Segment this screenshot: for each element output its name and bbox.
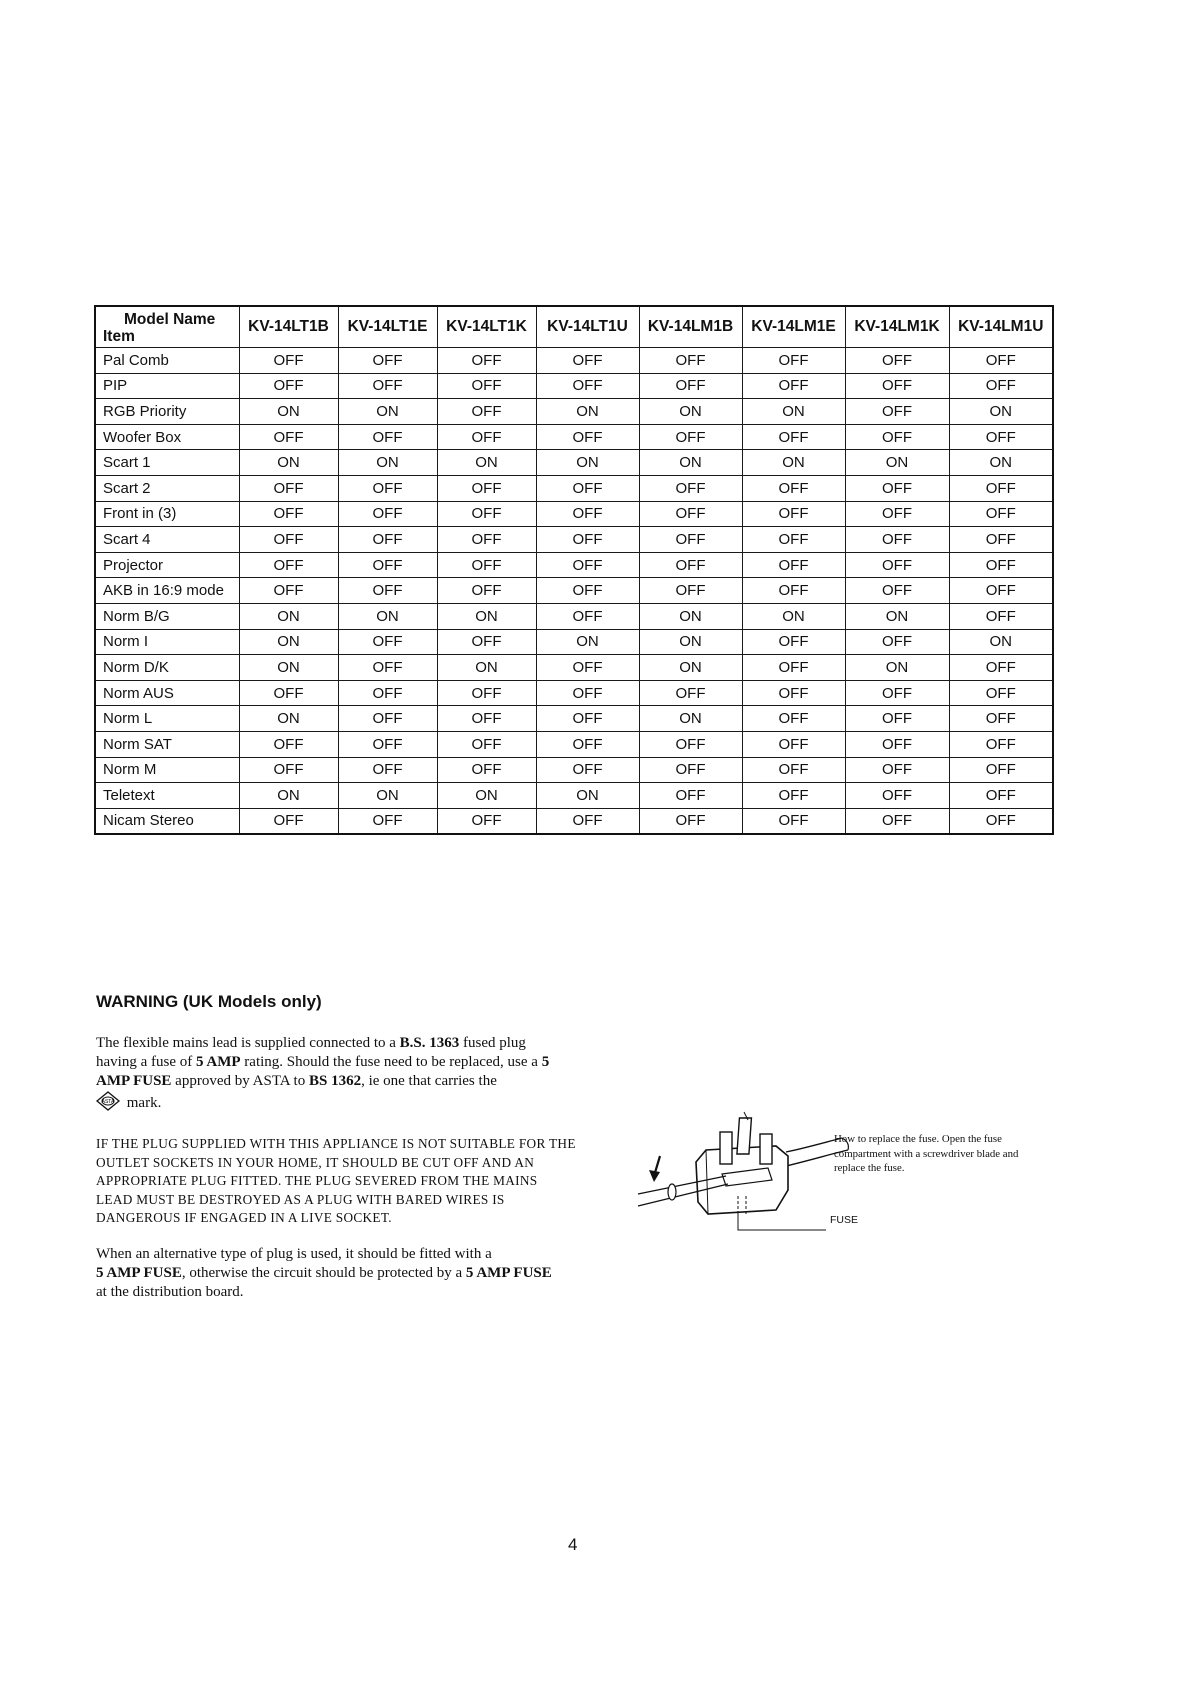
setting-value-cell: OFF: [239, 424, 338, 450]
row-item-label: Nicam Stereo: [95, 808, 239, 834]
setting-value-cell: OFF: [639, 680, 742, 706]
setting-value-cell: OFF: [639, 808, 742, 834]
setting-value-cell: OFF: [845, 706, 949, 732]
text: rating. Should the fuse need to be replaced, use a: [240, 1054, 542, 1070]
model-header: KV-14LT1B: [239, 306, 338, 348]
setting-value-cell: OFF: [239, 552, 338, 578]
setting-value-cell: OFF: [338, 424, 437, 450]
setting-value-cell: ON: [536, 629, 639, 655]
setting-value-cell: OFF: [742, 348, 845, 374]
setting-value-cell: OFF: [437, 399, 536, 425]
setting-value-cell: OFF: [239, 578, 338, 604]
table-row: [95, 475, 1053, 501]
setting-value-cell: OFF: [742, 783, 845, 809]
setting-value-cell: OFF: [845, 757, 949, 783]
figure-caption: How to replace the fuse. Open the fuse compartment with a screwdriver blade and replace the fuse.: [834, 1133, 1019, 1174]
row-item-label: Norm AUS: [95, 680, 239, 706]
row-item-label: Norm L: [95, 706, 239, 732]
setting-value-cell: OFF: [639, 475, 742, 501]
table-body: [95, 348, 1053, 835]
text: fused plug having a fuse of: [96, 1035, 526, 1070]
setting-value-cell: OFF: [437, 680, 536, 706]
setting-value-cell: OFF: [338, 373, 437, 399]
row-item-label: Teletext: [95, 783, 239, 809]
table-row: [95, 783, 1053, 809]
setting-value-cell: OFF: [949, 501, 1053, 527]
table-row: [95, 731, 1053, 757]
setting-value-cell: ON: [239, 783, 338, 809]
setting-value-cell: OFF: [437, 578, 536, 604]
setting-value-cell: OFF: [536, 655, 639, 681]
setting-value-cell: OFF: [949, 475, 1053, 501]
warning-title: WARNING (UK Models only): [96, 992, 322, 1011]
model-header: KV-14LM1B: [639, 306, 742, 348]
fuse-paragraph: [96, 1034, 566, 1117]
table-row: [95, 629, 1053, 655]
setting-value-cell: OFF: [742, 475, 845, 501]
setting-value-cell: ON: [949, 629, 1053, 655]
setting-value-cell: OFF: [845, 424, 949, 450]
setting-value-cell: OFF: [845, 552, 949, 578]
setting-value-cell: OFF: [742, 731, 845, 757]
setting-value-cell: OFF: [742, 552, 845, 578]
setting-value-cell: OFF: [338, 348, 437, 374]
row-item-label: Norm SAT: [95, 731, 239, 757]
setting-value-cell: OFF: [437, 757, 536, 783]
setting-value-cell: OFF: [536, 475, 639, 501]
setting-value-cell: OFF: [949, 655, 1053, 681]
fuse-label: FUSE: [830, 1214, 859, 1226]
plug-warning-paragraph: IF THE PLUG SUPPLIED WITH THIS APPLIANCE IS NOT SUITABLE FOR THE OUTLET SOCKETS IN YOUR HOME, IT SHOULD BE CUT OFF AND AN APPROPRIATE PLUG FITTED. THE PLUG SEVERED FROM THE MAINS LEAD MUST BE DESTROYED AS A PLUG WITH BARED WIRES IS DANGEROUS IF ENGAGED IN A LIVE SOCKET.: [96, 1136, 576, 1225]
text: approved by ASTA to: [171, 1073, 309, 1089]
setting-value-cell: OFF: [239, 680, 338, 706]
setting-value-cell: ON: [639, 629, 742, 655]
row-item-label: Norm I: [95, 629, 239, 655]
setting-value-cell: OFF: [949, 373, 1053, 399]
setting-value-cell: OFF: [845, 348, 949, 374]
setting-value-cell: ON: [845, 655, 949, 681]
setting-value-cell: OFF: [536, 578, 639, 604]
setting-value-cell: OFF: [536, 808, 639, 834]
setting-value-cell: OFF: [239, 373, 338, 399]
setting-value-cell: ON: [239, 399, 338, 425]
setting-value-cell: OFF: [845, 475, 949, 501]
model-header: KV-14LT1E: [338, 306, 437, 348]
row-item-label: RGB Priority: [95, 399, 239, 425]
setting-value-cell: OFF: [437, 731, 536, 757]
table-row: [95, 527, 1053, 553]
setting-value-cell: OFF: [742, 629, 845, 655]
model-settings-table: [94, 305, 1054, 835]
model-header: KV-14LT1K: [437, 306, 536, 348]
row-item-label: AKB in 16:9 mode: [95, 578, 239, 604]
setting-value-cell: ON: [536, 450, 639, 476]
setting-value-cell: ON: [949, 399, 1053, 425]
setting-value-cell: OFF: [845, 731, 949, 757]
setting-value-cell: ON: [845, 450, 949, 476]
setting-value-cell: OFF: [949, 783, 1053, 809]
setting-value-cell: OFF: [949, 757, 1053, 783]
setting-value-cell: ON: [536, 783, 639, 809]
setting-value-cell: OFF: [239, 808, 338, 834]
setting-value-cell: OFF: [239, 757, 338, 783]
setting-value-cell: OFF: [338, 552, 437, 578]
table-header-row: [95, 306, 1053, 348]
setting-value-cell: ON: [437, 783, 536, 809]
row-item-label: Woofer Box: [95, 424, 239, 450]
fuse-type: 5 AMP FUSE: [96, 1265, 182, 1281]
setting-value-cell: ON: [338, 450, 437, 476]
setting-value-cell: OFF: [742, 655, 845, 681]
setting-value-cell: OFF: [742, 757, 845, 783]
setting-value-cell: ON: [239, 706, 338, 732]
table-row: [95, 399, 1053, 425]
setting-value-cell: ON: [338, 603, 437, 629]
table-row: [95, 501, 1053, 527]
setting-value-cell: OFF: [338, 629, 437, 655]
setting-value-cell: OFF: [338, 808, 437, 834]
model-header: KV-14LM1E: [742, 306, 845, 348]
table-row: [95, 348, 1053, 374]
setting-value-cell: OFF: [639, 348, 742, 374]
setting-value-cell: ON: [639, 603, 742, 629]
asta-logo-text: ASTA: [101, 1099, 115, 1106]
setting-value-cell: OFF: [639, 373, 742, 399]
setting-value-cell: ON: [639, 399, 742, 425]
row-item-label: Projector: [95, 552, 239, 578]
row-item-label: Norm M: [95, 757, 239, 783]
setting-value-cell: OFF: [639, 424, 742, 450]
setting-value-cell: OFF: [845, 629, 949, 655]
setting-value-cell: OFF: [536, 424, 639, 450]
model-header: KV-14LM1K: [845, 306, 949, 348]
setting-value-cell: OFF: [639, 578, 742, 604]
setting-value-cell: OFF: [949, 680, 1053, 706]
setting-value-cell: ON: [845, 603, 949, 629]
setting-value-cell: OFF: [437, 552, 536, 578]
row-item-label: Scart 2: [95, 475, 239, 501]
setting-value-cell: OFF: [338, 501, 437, 527]
setting-value-cell: OFF: [742, 527, 845, 553]
setting-value-cell: ON: [639, 450, 742, 476]
setting-value-cell: OFF: [742, 501, 845, 527]
row-item-label: Norm B/G: [95, 603, 239, 629]
setting-value-cell: OFF: [338, 731, 437, 757]
setting-value-cell: OFF: [239, 475, 338, 501]
setting-value-cell: ON: [239, 629, 338, 655]
header-item: Item: [103, 328, 135, 345]
table-row: [95, 706, 1053, 732]
setting-value-cell: ON: [239, 450, 338, 476]
setting-value-cell: OFF: [845, 578, 949, 604]
text: , ie one that carries the: [361, 1073, 497, 1089]
row-item-label: PIP: [95, 373, 239, 399]
setting-value-cell: OFF: [239, 527, 338, 553]
asta-mark-icon: [96, 1091, 120, 1117]
setting-value-cell: ON: [639, 706, 742, 732]
setting-value-cell: OFF: [949, 552, 1053, 578]
fuse-type: 5 AMP FUSE: [96, 1054, 550, 1089]
fuse-rating: 5 AMP: [195, 1054, 241, 1070]
setting-value-cell: OFF: [437, 629, 536, 655]
setting-value-cell: OFF: [845, 783, 949, 809]
table-row: [95, 808, 1053, 834]
row-item-label: Front in (3): [95, 501, 239, 527]
setting-value-cell: OFF: [437, 501, 536, 527]
text: When an alternative type of plug is used, it should be fitted with a: [96, 1246, 492, 1262]
table-row: [95, 680, 1053, 706]
setting-value-cell: OFF: [536, 552, 639, 578]
setting-value-cell: ON: [437, 603, 536, 629]
setting-value-cell: OFF: [845, 680, 949, 706]
row-item-label: Scart 4: [95, 527, 239, 553]
table-row: [95, 578, 1053, 604]
fuse-type: 5 AMP FUSE: [465, 1265, 552, 1281]
setting-value-cell: OFF: [845, 501, 949, 527]
setting-value-cell: OFF: [239, 731, 338, 757]
table-row: [95, 757, 1053, 783]
setting-value-cell: OFF: [742, 578, 845, 604]
setting-value-cell: OFF: [536, 527, 639, 553]
setting-value-cell: OFF: [845, 373, 949, 399]
setting-value-cell: ON: [338, 783, 437, 809]
setting-value-cell: OFF: [949, 348, 1053, 374]
setting-value-cell: OFF: [437, 348, 536, 374]
setting-value-cell: OFF: [338, 527, 437, 553]
setting-value-cell: OFF: [437, 706, 536, 732]
setting-value-cell: OFF: [536, 731, 639, 757]
setting-value-cell: OFF: [338, 475, 437, 501]
setting-value-cell: OFF: [742, 808, 845, 834]
setting-value-cell: OFF: [536, 348, 639, 374]
setting-value-cell: OFF: [845, 527, 949, 553]
setting-value-cell: OFF: [239, 348, 338, 374]
setting-value-cell: OFF: [845, 399, 949, 425]
setting-value-cell: ON: [239, 655, 338, 681]
setting-value-cell: OFF: [536, 501, 639, 527]
setting-value-cell: ON: [536, 399, 639, 425]
setting-value-cell: OFF: [536, 680, 639, 706]
setting-value-cell: OFF: [949, 603, 1053, 629]
table-row: [95, 373, 1053, 399]
standard-bs1362: BS 1362: [308, 1073, 362, 1089]
setting-value-cell: ON: [338, 399, 437, 425]
setting-value-cell: ON: [742, 450, 845, 476]
setting-value-cell: OFF: [437, 373, 536, 399]
setting-value-cell: OFF: [742, 706, 845, 732]
setting-value-cell: ON: [437, 450, 536, 476]
header-model-name: Model Name: [124, 311, 216, 328]
table-row: [95, 603, 1053, 629]
setting-value-cell: OFF: [949, 424, 1053, 450]
table-row: [95, 424, 1053, 450]
setting-value-cell: OFF: [949, 808, 1053, 834]
row-item-label: Pal Comb: [95, 348, 239, 374]
setting-value-cell: OFF: [536, 603, 639, 629]
setting-value-cell: OFF: [742, 680, 845, 706]
setting-value-cell: OFF: [949, 731, 1053, 757]
table-row: [95, 655, 1053, 681]
setting-value-cell: OFF: [639, 552, 742, 578]
text: , otherwise the circuit should be protected by a: [181, 1265, 466, 1281]
setting-value-cell: ON: [742, 603, 845, 629]
setting-value-cell: OFF: [639, 731, 742, 757]
setting-value-cell: OFF: [639, 757, 742, 783]
setting-value-cell: OFF: [536, 373, 639, 399]
page-number: 4: [568, 1535, 578, 1554]
setting-value-cell: OFF: [845, 808, 949, 834]
setting-value-cell: OFF: [437, 808, 536, 834]
setting-value-cell: OFF: [639, 527, 742, 553]
setting-value-cell: OFF: [742, 373, 845, 399]
setting-value-cell: ON: [239, 603, 338, 629]
setting-value-cell: ON: [949, 450, 1053, 476]
setting-value-cell: OFF: [639, 783, 742, 809]
setting-value-cell: ON: [639, 655, 742, 681]
setting-value-cell: OFF: [338, 757, 437, 783]
setting-value-cell: OFF: [536, 706, 639, 732]
setting-value-cell: OFF: [338, 655, 437, 681]
table-row: [95, 450, 1053, 476]
setting-value-cell: OFF: [338, 706, 437, 732]
setting-value-cell: OFF: [949, 706, 1053, 732]
setting-value-cell: OFF: [437, 475, 536, 501]
row-item-label: Norm D/K: [95, 655, 239, 681]
header-corner-cell: [95, 306, 239, 348]
setting-value-cell: OFF: [742, 424, 845, 450]
standard-bs1363: B.S. 1363: [399, 1035, 460, 1051]
setting-value-cell: OFF: [437, 424, 536, 450]
setting-value-cell: ON: [437, 655, 536, 681]
row-item-label: Scart 1: [95, 450, 239, 476]
setting-value-cell: OFF: [437, 527, 536, 553]
setting-value-cell: OFF: [239, 501, 338, 527]
model-header: KV-14LT1U: [536, 306, 639, 348]
setting-value-cell: ON: [742, 399, 845, 425]
setting-value-cell: OFF: [338, 578, 437, 604]
setting-value-cell: OFF: [639, 501, 742, 527]
setting-value-cell: OFF: [949, 578, 1053, 604]
text: mark.: [123, 1095, 162, 1111]
alternative-plug-paragraph: [96, 1245, 566, 1302]
setting-value-cell: OFF: [338, 680, 437, 706]
text: The flexible mains lead is supplied connected to a: [96, 1035, 400, 1051]
setting-value-cell: OFF: [949, 527, 1053, 553]
model-header: KV-14LM1U: [949, 306, 1053, 348]
text: at the distribution board.: [96, 1284, 244, 1300]
setting-value-cell: OFF: [536, 757, 639, 783]
table-row: [95, 552, 1053, 578]
